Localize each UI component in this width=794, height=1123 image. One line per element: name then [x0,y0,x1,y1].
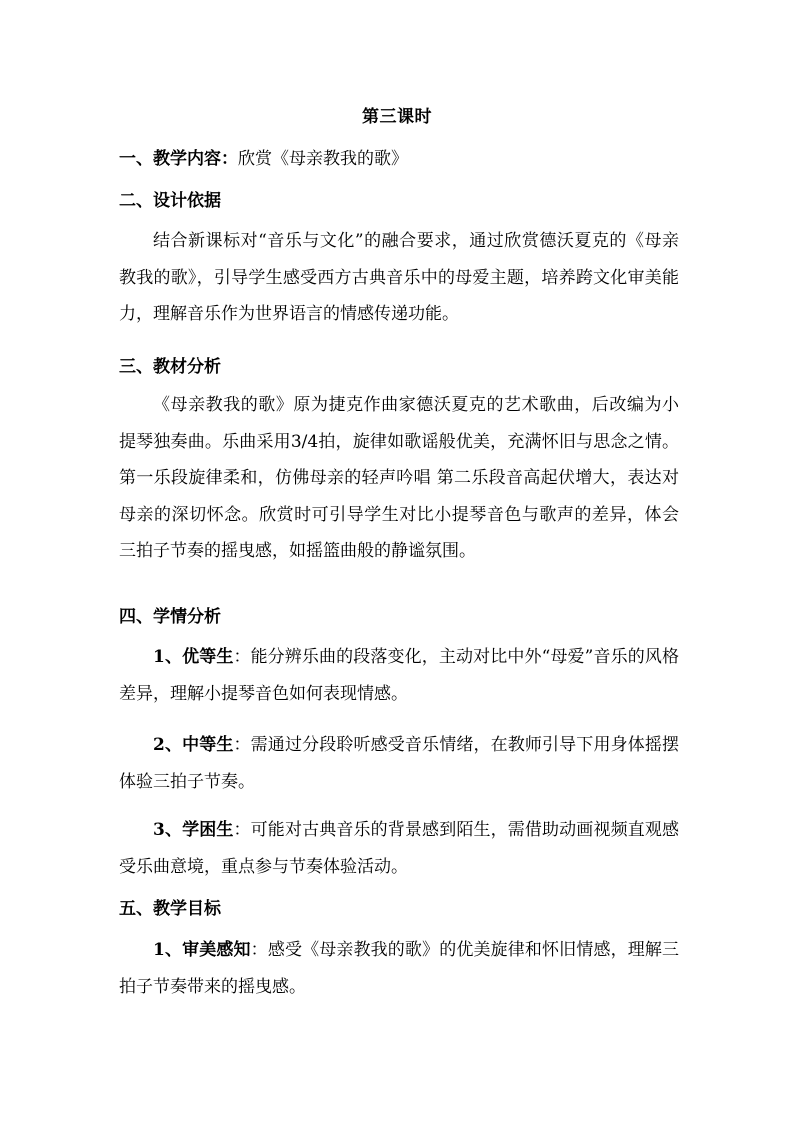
goal-item-text: 感受《母亲教我的歌》的优美旋律和怀旧情感，理解三拍子节奏带来的摇曳感。 [119,940,679,997]
student-item [119,727,679,800]
goal-item-label: 1、审美感知 [153,940,251,960]
section-content-value: 欣赏《母亲教我的歌》 [238,149,408,169]
section-content-label: 一、教学内容： [119,149,238,169]
section-basis-label: 二、设计依据 [119,191,221,211]
section-goals-heading [119,896,221,922]
section-goals-label: 五、教学目标 [119,899,221,919]
student-item-label: 3、学困生 [153,820,234,840]
student-item [119,639,679,712]
section-content-heading [119,146,408,172]
section-material-label: 三、教材分析 [119,357,221,377]
student-item-text: 可能对古典音乐的背景感到陌生，需借助动画视频直观感受乐曲意境，重点参与节奏体验活动。 [119,820,679,877]
student-item-sep: ： [233,647,251,667]
section-basis-paragraph: 结合新课标对“音乐与文化”的融合要求，通过欣赏德沃夏克的《母亲教我的歌》，引导学生感受西方古典音乐中的母爱主题，培养跨文化审美能力，理解音乐作为世界语言的情感传递功能。 [119,231,679,324]
student-item [119,812,679,885]
section-material-heading [119,354,221,380]
student-item-sep: ： [233,820,251,840]
student-item-text: 能分辨乐曲的段落变化，主动对比中外“母爱”音乐的风格差异，理解小提琴音色如何表现情感。 [119,647,679,704]
goal-item-sep: ： [250,940,268,960]
goal-item [119,932,679,1005]
page-title: 第三课时 [362,107,432,127]
student-item-sep: ： [233,735,251,755]
student-item-label: 1、优等生 [153,647,234,667]
section-students-heading [119,604,221,630]
section-material-paragraph: 《母亲教我的歌》原为捷克作曲家德沃夏克的艺术歌曲，后改编为小提琴独奏曲。乐曲采用3/4拍，旋律如歌谣般优美，充满怀旧与思念之情。第一乐段旋律柔和，仿佛母亲的轻声吟唱 第二乐段音高起伏增大，表达对母亲的深切怀念。欣赏时可引导学生对比小提琴音色与歌声的差异，体会三拍子节奏的摇曳感，如摇篮曲般的静谧氛围。 [119,395,679,561]
section-students-label: 四、学情分析 [119,607,221,627]
student-item-label: 2、中等生 [153,735,234,755]
section-basis-heading [119,188,221,214]
student-item-text: 需通过分段聆听感受音乐情绪，在教师引导下用身体摇摆体验三拍子节奏。 [119,735,679,792]
